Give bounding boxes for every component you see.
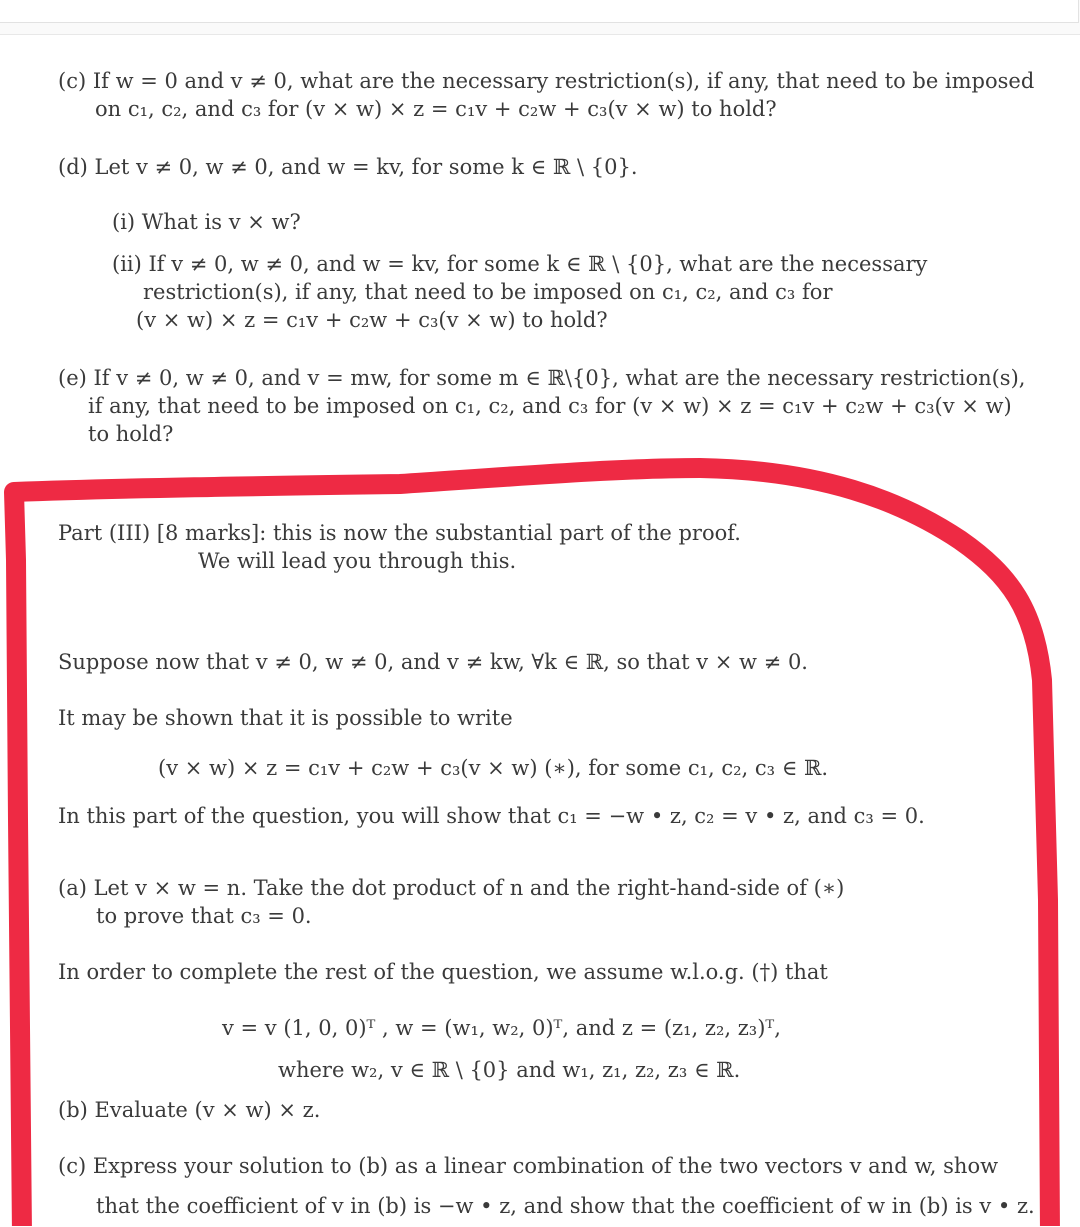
part3-question-b: (b) Evaluate (v × w) × z.: [58, 1098, 321, 1122]
question-2d-ii-line-3: (v × w) × z = c₁v + c₂w + c₃(v × w) to hold?: [136, 308, 608, 332]
question-2d-ii-line-1: (ii) If v ≠ 0, w ≠ 0, and w = kv, for some k ∈ ℝ \ {0}, what are the necessary: [112, 252, 928, 276]
part3-question-c-line-2: that the coefficient of v in (b) is −w • z, and show that the coefficient of w in (b) is v • z.: [96, 1194, 1035, 1218]
part3-where-clause: where w₂, v ∈ ℝ \ {0} and w₁, z₁, z₂, z₃ ∈ ℝ.: [278, 1058, 741, 1082]
part3-show-that: In this part of the question, you will show that c₁ = −w • z, c₂ = v • z, and c₃ = 0.: [58, 804, 925, 828]
question-2d-i: (i) What is v × w?: [112, 210, 301, 234]
question-2d-line-1: (d) Let v ≠ 0, w ≠ 0, and w = kv, for some k ∈ ℝ \ {0}.: [58, 155, 638, 179]
part3-heading-line-1: Part (III) [8 marks]: this is now the substantial part of the proof.: [58, 521, 741, 545]
part3-question-a-line-1: (a) Let v × w = n. Take the dot product of n and the right-hand-side of (∗): [58, 876, 845, 900]
previous-page-card: [0, 0, 1079, 23]
question-2e-line-3: to hold?: [88, 422, 174, 446]
question-2e-line-1: (e) If v ≠ 0, w ≠ 0, and v = mw, for some m ∈ ℝ\{0}, what are the necessary restriction(s),: [58, 366, 1026, 390]
part3-star-equation: (v × w) × z = c₁v + c₂w + c₃(v × w) (∗), for some c₁, c₂, c₃ ∈ ℝ.: [158, 756, 829, 780]
question-2c-line-2: on c₁, c₂, and c₃ for (v × w) × z = c₁v + c₂w + c₃(v × w) to hold?: [95, 97, 777, 121]
question-2d-ii-line-2: restriction(s), if any, that need to be imposed on c₁, c₂, and c₃ for: [143, 280, 833, 304]
question-2e-line-2: if any, that need to be imposed on c₁, c₂, and c₃ for (v × w) × z = c₁v + c₂w + c₃(v × w): [88, 394, 1012, 418]
part3-suppose: Suppose now that v ≠ 0, w ≠ 0, and v ≠ kw, ∀k ∈ ℝ, so that v × w ≠ 0.: [58, 650, 808, 674]
part3-vector-definitions: v = v (1, 0, 0)ᵀ , w = (w₁, w₂, 0)ᵀ, and z = (z₁, z₂, z₃)ᵀ,: [222, 1016, 781, 1040]
part3-question-a-line-2: to prove that c₃ = 0.: [96, 904, 312, 928]
part3-question-c-line-1: (c) Express your solution to (b) as a linear combination of the two vectors v and w, show: [58, 1154, 999, 1178]
part3-assume: In order to complete the rest of the question, we assume w.l.o.g. (†) that: [58, 960, 828, 984]
question-2c-line-1: (c) If w = 0 and v ≠ 0, what are the necessary restriction(s), if any, that need to be imposed: [58, 69, 1035, 93]
part3-may-be-shown: It may be shown that it is possible to write: [58, 706, 513, 730]
part3-heading-line-2: We will lead you through this.: [198, 549, 517, 573]
